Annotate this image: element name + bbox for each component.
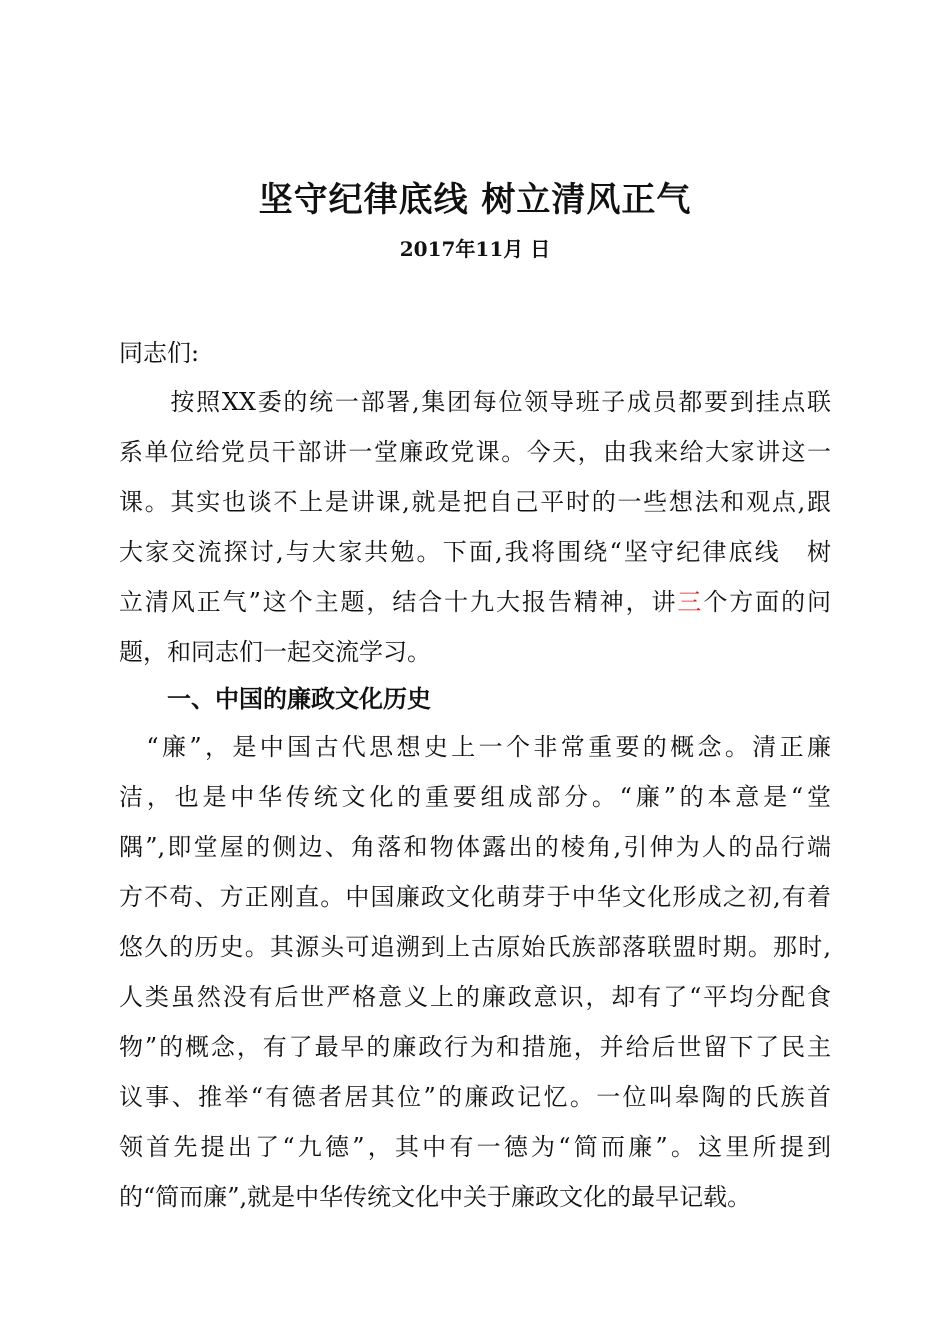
paragraph-history	[119, 722, 831, 1222]
paragraph-line: 方不苟、方正刚直。中国廉政文化萌芽于中华文化形成之初,有着	[119, 883, 831, 911]
paragraph-intro	[119, 377, 831, 677]
paragraph-line: 物”的概念，有了最早的廉政行为和措施，并给后世留下了民主	[119, 1033, 831, 1061]
document-title: 坚守纪律底线 树立清风正气	[258, 180, 692, 220]
paragraph-line: 的“简而廉”,就是中华传统文化中关于廉政文化的最早记载。	[119, 1183, 752, 1211]
paragraph-line: 课。其实也谈不上是讲课,就是把自己平时的一些想法和观点,跟	[119, 488, 831, 516]
salutation-text: 同志们:	[119, 339, 200, 367]
paragraph-line: 人类虽然没有后世严格意义上的廉政意识，却有了“平均分配食	[119, 983, 831, 1011]
paragraph-line-with-highlight	[119, 577, 831, 627]
paragraph-line: 悠久的历史。其源头可追溯到上古原始氏族部落联盟时期。那时,	[119, 933, 831, 961]
paragraph-line: 大家交流探讨,与大家共勉。下面,我将围绕“坚守纪律底线 树	[119, 538, 831, 566]
paragraph-line: 隅”,即堂屋的侧边、角落和物体露出的棱角,引伸为人的品行端	[119, 833, 831, 861]
paragraph-line: 议事、推举“有德者居其位”的廉政记忆。一位叫皋陶的氏族首	[119, 1083, 831, 1111]
paragraph-line: 领首先提出了“九德”，其中有一德为“简而廉”。这里所提到	[119, 1133, 831, 1161]
document-date: 2017年11月 日	[399, 237, 551, 261]
section-heading: 一、中国的廉政文化历史	[167, 685, 431, 713]
paragraph-line-tail: 个方面的问	[703, 588, 831, 616]
paragraph-line: 题，和同志们一起交流学习。	[119, 638, 431, 666]
salutation	[119, 328, 831, 378]
paragraph-line: 洁，也是中华传统文化的重要组成部分。“廉”的本意是“堂	[119, 783, 831, 811]
paragraph-line: “廉”，是中国古代思想史上一个非常重要的概念。清正廉	[119, 733, 831, 761]
paragraph-line: 按照XX委的统一部署,集团每位领导班子成员都要到挂点联	[119, 388, 831, 416]
paragraph-line-head: 立清风正气”这个主题，结合十九大报告精神，讲	[119, 588, 678, 616]
paragraph-line: 系单位给党员干部讲一堂廉政党课。今天，由我来给大家讲这一	[119, 438, 831, 466]
highlight-number: 三	[677, 588, 704, 616]
